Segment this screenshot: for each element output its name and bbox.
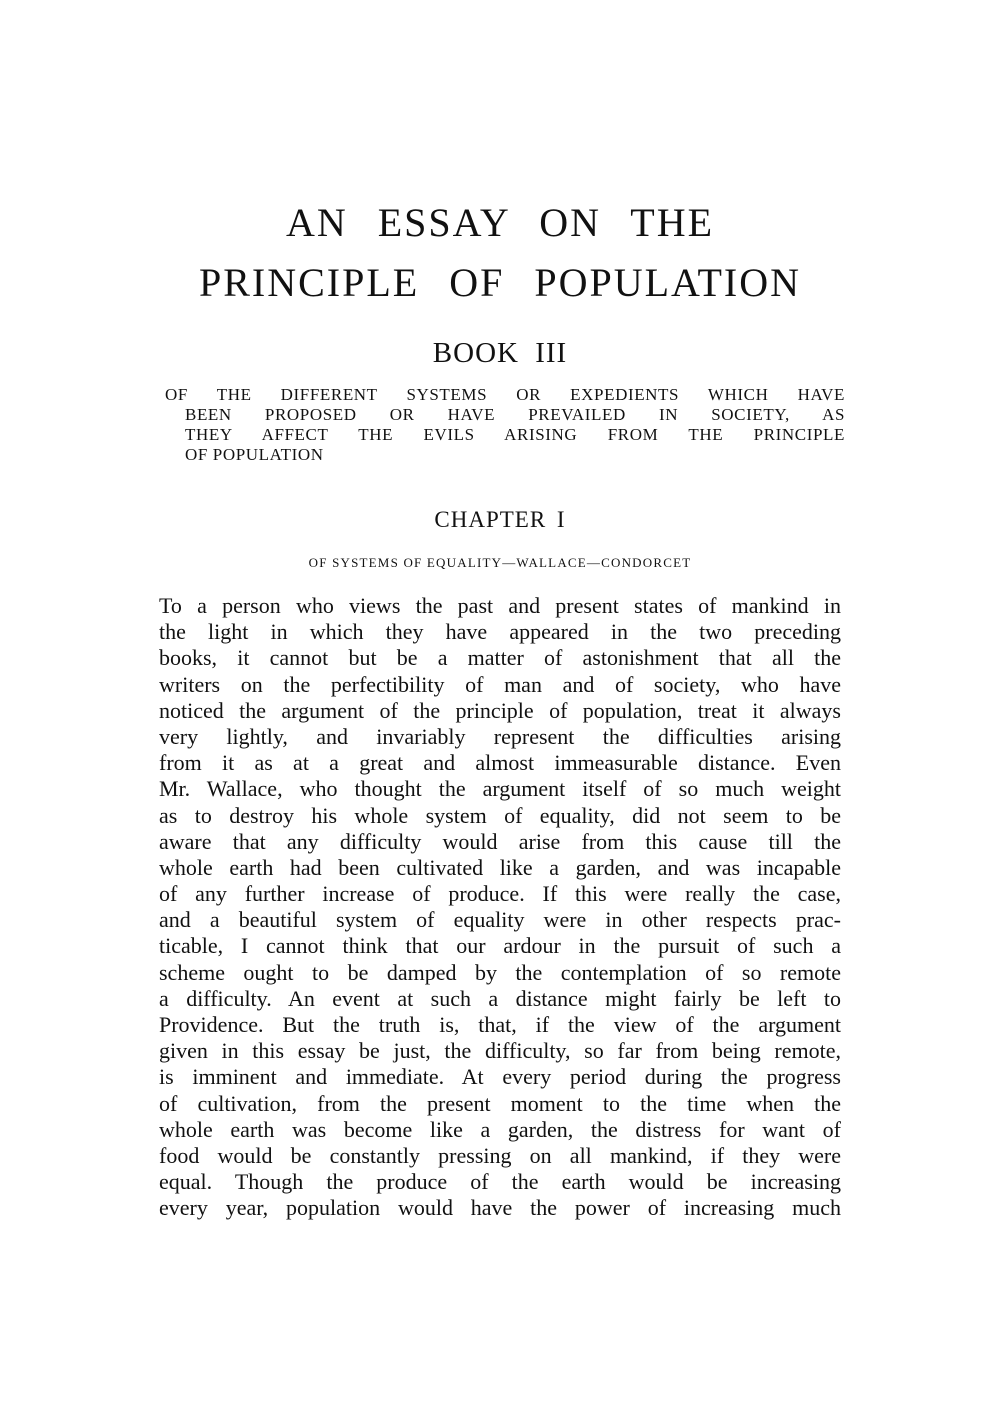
chapter-subtitle: OF SYSTEMS OF EQUALITY—WALLACE—CONDORCET bbox=[308, 555, 692, 570]
body-line: noticed the argument of the principle of population, treat it always bbox=[159, 697, 841, 723]
book-subtitle-line: BEEN PROPOSED OR HAVE PREVAILED IN SOCIETY, AS bbox=[185, 405, 845, 424]
body-line: food would be constantly pressing on all mankind, if they were bbox=[159, 1142, 841, 1168]
body-line: ticable, I cannot think that our ardour in the pursuit of such a bbox=[159, 933, 841, 959]
book-subtitle-line: OF THE DIFFERENT SYSTEMS OR EXPEDIENTS WHICH HAVE bbox=[165, 385, 845, 404]
body-line: scheme ought to be damped by the contemplation of so remote bbox=[159, 959, 841, 985]
body-line: writers on the perfectibility of man and of society, who have bbox=[159, 671, 841, 697]
body-line: of any further increase of produce. If this were really the case, bbox=[159, 881, 841, 907]
body-line: whole earth was become like a garden, the distress for want of bbox=[159, 1116, 841, 1142]
body-line: is imminent and immediate. At every period during the progress bbox=[159, 1064, 841, 1090]
body-line: whole earth had been cultivated like a garden, and was incapable bbox=[159, 854, 841, 880]
book-heading: BOOK III bbox=[432, 337, 568, 369]
book-subtitle-line: OF POPULATION bbox=[185, 445, 324, 464]
title-line-2: PRINCIPLE OF POPULATION bbox=[198, 260, 802, 305]
book-subtitle-line: THEY AFFECT THE EVILS ARISING FROM THE PRINCIPLE bbox=[185, 425, 845, 444]
body-line: aware that any difficulty would arise from this cause till the bbox=[159, 828, 841, 854]
body-line: given in this essay be just, the difficulty, so far from being remote, bbox=[159, 1038, 841, 1064]
book-subtitle bbox=[165, 385, 845, 465]
body-line: Mr. Wallace, who thought the argument itself of so much weight bbox=[159, 776, 841, 802]
body-line: equal. Though the produce of the earth would be increasing bbox=[159, 1169, 841, 1195]
body-line: books, it cannot but be a matter of astonishment that all the bbox=[159, 645, 841, 671]
body-line: every year, population would have the power of increasing much bbox=[159, 1195, 841, 1221]
body-line: the light in which they have appeared in the two preceding bbox=[159, 619, 841, 645]
body-line: from it as at a great and almost immeasurable distance. Even bbox=[159, 750, 841, 776]
body-line: of cultivation, from the present moment to the time when the bbox=[159, 1090, 841, 1116]
body-line: as to destroy his whole system of equality, did not seem to be bbox=[159, 802, 841, 828]
body-paragraph bbox=[159, 593, 841, 1222]
title-line-1: AN ESSAY ON THE bbox=[285, 200, 715, 245]
body-line: To a person who views the past and present states of mankind in bbox=[159, 593, 841, 618]
body-line: and a beautiful system of equality were in other respects prac- bbox=[159, 907, 841, 933]
body-line: Providence. But the truth is, that, if the view of the argument bbox=[159, 1012, 841, 1037]
body-line: very lightly, and invariably represent the difficulties arising bbox=[159, 723, 841, 749]
body-line: a difficulty. An event at such a distance might fairly be left to bbox=[159, 985, 841, 1011]
chapter-heading: CHAPTER I bbox=[434, 507, 566, 532]
